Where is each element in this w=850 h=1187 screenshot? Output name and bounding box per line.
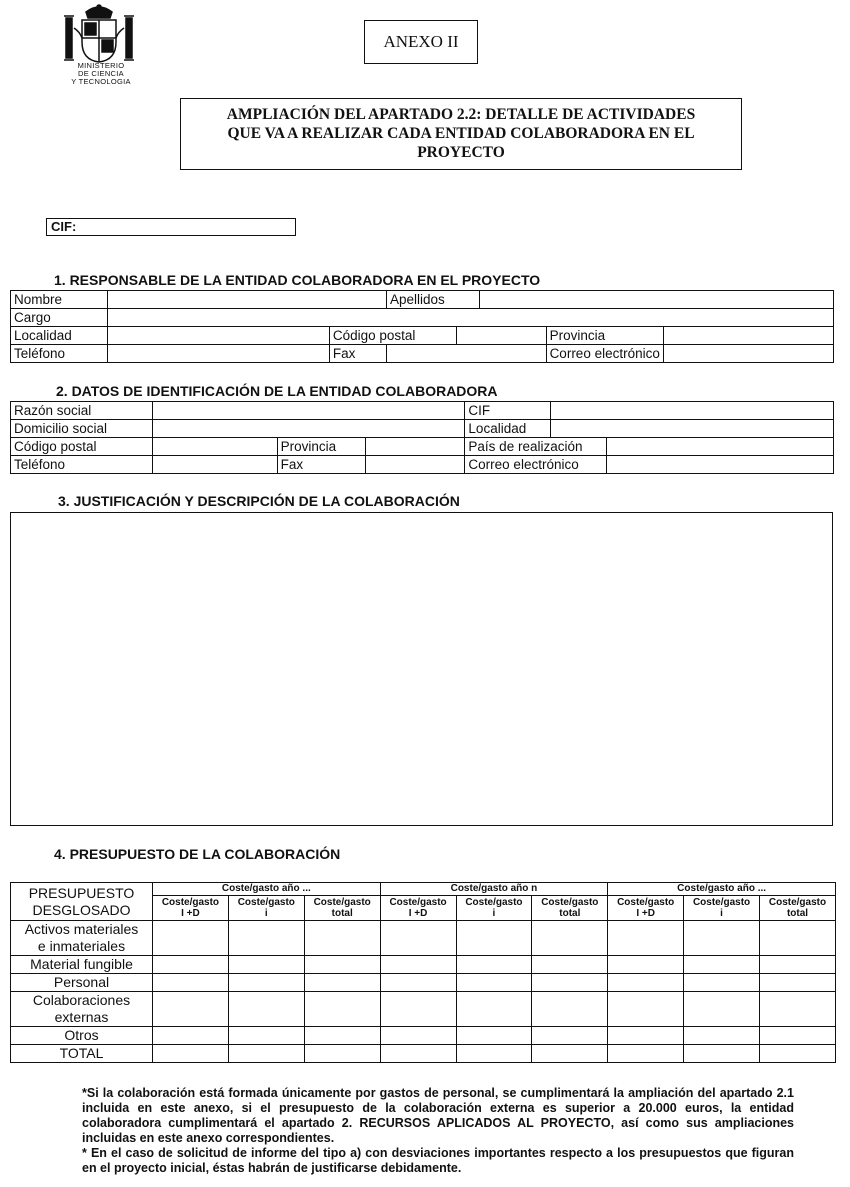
localidad-label: Localidad <box>11 327 108 345</box>
budget-cell[interactable] <box>684 1027 760 1045</box>
budget-cell[interactable] <box>760 921 836 956</box>
budget-cell[interactable] <box>153 956 229 974</box>
nombre-label: Nombre <box>11 291 108 309</box>
sub-header <box>608 896 684 921</box>
title-line: AMPLIACIÓN DEL APARTADO 2.2: DETALLE DE ACTIVIDADES <box>226 106 696 123</box>
budget-cell[interactable] <box>228 1045 304 1063</box>
sub-header <box>456 896 532 921</box>
corner-line: DESGLOSADO <box>32 901 131 918</box>
footnotes <box>82 1086 794 1176</box>
budget-row-label-line: Activos materiales <box>24 921 139 937</box>
apellidos-label: Apellidos <box>386 291 479 309</box>
budget-cell[interactable] <box>304 992 380 1027</box>
budget-cell[interactable] <box>304 921 380 956</box>
pais-field[interactable] <box>607 438 834 456</box>
budget-cell[interactable] <box>228 921 304 956</box>
sub-header-line: total <box>786 908 809 919</box>
budget-cell[interactable] <box>304 974 380 992</box>
sub-header-line: total <box>331 908 353 919</box>
budget-row-label-line: Material fungible <box>30 956 133 972</box>
year-header: Coste/gasto año ... <box>608 883 836 896</box>
budget-cell[interactable] <box>153 921 229 956</box>
budget-cell[interactable] <box>380 1027 456 1045</box>
budget-table <box>10 882 836 1063</box>
budget-cell[interactable] <box>608 1027 684 1045</box>
budget-row <box>11 956 836 974</box>
budget-cell[interactable] <box>380 974 456 992</box>
section1-title: 1. RESPONSABLE DE LA ENTIDAD COLABORADORA EN EL PROYECTO <box>54 272 541 288</box>
annex-label: ANEXO II <box>364 20 478 64</box>
correo-field-2[interactable] <box>607 456 834 474</box>
budget-row <box>11 974 836 992</box>
budget-cell[interactable] <box>608 956 684 974</box>
budget-cell[interactable] <box>380 956 456 974</box>
footnote: *Si la colaboración está formada únicamente por gastos de personal, se cumplimentará la ampliación del apartado 2.1 incluida en este anexo, si el presupuesto de la colaboración externa es superior a 20.000 euros, la entidad colaboradora cumplimentará el apartado 2. RECURSOS APLICADOS AL PROYECTO, así como sus ampliaciones incluidas en este anexo correspondientes. <box>82 1086 794 1145</box>
sub-header-line: i <box>720 908 723 919</box>
codigo-postal-label-2: Código postal <box>11 438 153 456</box>
budget-cell[interactable] <box>304 1027 380 1045</box>
budget-cell[interactable] <box>532 1027 608 1045</box>
ministry-line: DE CIENCIA <box>78 69 124 78</box>
sub-header <box>153 896 229 921</box>
budget-cell[interactable] <box>532 974 608 992</box>
budget-cell[interactable] <box>608 974 684 992</box>
budget-cell[interactable] <box>532 921 608 956</box>
cargo-field[interactable] <box>108 309 834 327</box>
telefono-label: Teléfono <box>11 345 108 363</box>
sub-header <box>760 896 836 921</box>
budget-cell[interactable] <box>760 1045 836 1063</box>
budget-cell[interactable] <box>532 1045 608 1063</box>
correo-label: Correo electrónico <box>546 345 663 363</box>
budget-row-label-line: Colaboraciones <box>32 992 131 1008</box>
section3-title: 3. JUSTIFICACIÓN Y DESCRIPCIÓN DE LA COLABORACIÓN <box>58 493 460 509</box>
sub-header-line: Coste/gasto <box>541 897 599 908</box>
budget-row-label <box>11 1045 153 1063</box>
budget-cell[interactable] <box>608 992 684 1027</box>
localidad-label-2: Localidad <box>465 420 551 438</box>
provincia-field[interactable] <box>663 327 833 345</box>
codigo-postal-label: Código postal <box>329 327 457 345</box>
budget-cell[interactable] <box>380 992 456 1027</box>
budget-cell[interactable] <box>380 921 456 956</box>
fax-label-2: Fax <box>277 456 365 474</box>
budget-row-label <box>11 974 153 992</box>
year-header: Coste/gasto año ... <box>153 883 381 896</box>
budget-row <box>11 992 836 1027</box>
ministry-line: Y TECNOLOGIA <box>71 77 131 86</box>
sub-header-line: I +D <box>636 908 655 919</box>
cif-label-2: CIF <box>465 402 551 420</box>
budget-row-label <box>11 1027 153 1045</box>
budget-cell[interactable] <box>684 921 760 956</box>
provincia-label: Provincia <box>546 327 663 345</box>
budget-cell[interactable] <box>228 956 304 974</box>
provincia-field-2[interactable] <box>365 438 465 456</box>
localidad-field[interactable] <box>108 327 330 345</box>
budget-cell[interactable] <box>456 956 532 974</box>
budget-row-label <box>11 921 153 956</box>
cif-field-2[interactable] <box>551 402 834 420</box>
correo-label-2: Correo electrónico <box>465 456 607 474</box>
sub-header-line: total <box>559 908 581 919</box>
telefono-label-2: Teléfono <box>11 456 153 474</box>
razon-social-field[interactable] <box>152 402 465 420</box>
sub-header-line: Coste/gasto <box>617 897 675 908</box>
nombre-field[interactable] <box>108 291 387 309</box>
fax-field-2[interactable] <box>365 456 465 474</box>
budget-cell[interactable] <box>228 992 304 1027</box>
corner-line: PRESUPUESTO <box>28 884 135 901</box>
budget-cell[interactable] <box>532 992 608 1027</box>
budget-row-label-line: Otros <box>64 1027 99 1043</box>
sub-header-line: i <box>492 908 496 919</box>
codigo-postal-field[interactable] <box>457 327 546 345</box>
sub-header <box>380 896 456 921</box>
provincia-label-2: Provincia <box>277 438 365 456</box>
budget-cell[interactable] <box>228 974 304 992</box>
telefono-field[interactable] <box>108 345 330 363</box>
coat-of-arms-logo <box>58 4 140 66</box>
budget-cell[interactable] <box>456 974 532 992</box>
budget-cell[interactable] <box>608 921 684 956</box>
budget-cell[interactable] <box>760 956 836 974</box>
budget-cell[interactable] <box>760 1027 836 1045</box>
sub-header-line: Coste/gasto <box>692 897 751 908</box>
sub-header <box>684 896 760 921</box>
fax-label: Fax <box>329 345 386 363</box>
budget-cell[interactable] <box>304 1045 380 1063</box>
razon-social-label: Razón social <box>11 402 153 420</box>
budget-row-label-line: externas <box>54 1009 109 1025</box>
budget-cell[interactable] <box>456 1045 532 1063</box>
year-header: Coste/gasto año n <box>380 883 608 896</box>
budget-cell[interactable] <box>456 1027 532 1045</box>
budget-cell[interactable] <box>456 921 532 956</box>
pais-label: País de realización <box>465 438 607 456</box>
budget-row-label <box>11 956 153 974</box>
budget-cell[interactable] <box>684 956 760 974</box>
footnote: * En el caso de solicitud de informe del tipo a) con desviaciones importantes respecto a los presupuestos que figuran en el proyecto inicial, éstas habrán de justificarse debidamente. <box>82 1146 794 1175</box>
budget-row <box>11 921 836 956</box>
budget-cell[interactable] <box>153 1027 229 1045</box>
budget-cell[interactable] <box>456 992 532 1027</box>
budget-row-label-line: Personal <box>53 974 110 990</box>
sub-header-line: Coste/gasto <box>768 897 827 908</box>
budget-cell[interactable] <box>304 956 380 974</box>
apellidos-field[interactable] <box>480 291 834 309</box>
entidad-table <box>10 401 834 474</box>
sub-header-line: i <box>264 908 268 919</box>
cif-field[interactable] <box>46 218 296 236</box>
form-title <box>180 98 742 170</box>
budget-cell[interactable] <box>153 974 229 992</box>
ministry-name <box>56 62 146 86</box>
fax-field[interactable] <box>386 345 546 363</box>
title-line: QUE VA A REALIZAR CADA ENTIDAD COLABORADORA EN EL <box>227 125 695 142</box>
responsable-table <box>10 290 834 363</box>
sub-header <box>228 896 304 921</box>
title-line: PROYECTO <box>417 144 505 161</box>
sub-header-line: I +D <box>181 908 200 919</box>
domicilio-label: Domicilio social <box>11 420 153 438</box>
budget-cell[interactable] <box>760 974 836 992</box>
correo-field[interactable] <box>663 345 833 363</box>
budget-cell[interactable] <box>532 956 608 974</box>
budget-row-label-line: TOTAL <box>59 1045 104 1061</box>
section4-title: 4. PRESUPUESTO DE LA COLABORACIÓN <box>54 846 341 862</box>
budget-cell[interactable] <box>684 992 760 1027</box>
sub-header-line: Coste/gasto <box>237 897 295 908</box>
budget-cell[interactable] <box>684 974 760 992</box>
budget-row <box>11 1045 836 1063</box>
budget-cell[interactable] <box>684 1045 760 1063</box>
justificacion-textarea[interactable] <box>10 512 833 826</box>
codigo-postal-field-2[interactable] <box>152 438 277 456</box>
domicilio-field[interactable] <box>152 420 465 438</box>
sub-header-line: Coste/gasto <box>465 897 523 908</box>
sub-header-line: I +D <box>408 908 428 919</box>
localidad-field-2[interactable] <box>551 420 834 438</box>
budget-cell[interactable] <box>760 992 836 1027</box>
budget-row-label <box>11 992 153 1027</box>
budget-cell[interactable] <box>608 1045 684 1063</box>
sub-header-line: Coste/gasto <box>313 897 371 908</box>
budget-cell[interactable] <box>380 1045 456 1063</box>
sub-header-line: Coste/gasto <box>389 897 447 908</box>
cargo-label: Cargo <box>11 309 108 327</box>
budget-row <box>11 1027 836 1045</box>
ministry-line: MINISTERIO <box>77 61 125 70</box>
budget-corner-label <box>11 883 153 921</box>
cif-label: CIF: <box>51 219 77 234</box>
sub-header <box>532 896 608 921</box>
sub-header <box>304 896 380 921</box>
telefono-field-2[interactable] <box>152 456 277 474</box>
budget-cell[interactable] <box>153 992 229 1027</box>
section2-title: 2. DATOS DE IDENTIFICACIÓN DE LA ENTIDAD COLABORADORA <box>56 383 498 399</box>
budget-cell[interactable] <box>228 1027 304 1045</box>
budget-row-label-line: e inmateriales <box>37 938 126 954</box>
sub-header-line: Coste/gasto <box>161 897 220 908</box>
budget-cell[interactable] <box>153 1045 229 1063</box>
